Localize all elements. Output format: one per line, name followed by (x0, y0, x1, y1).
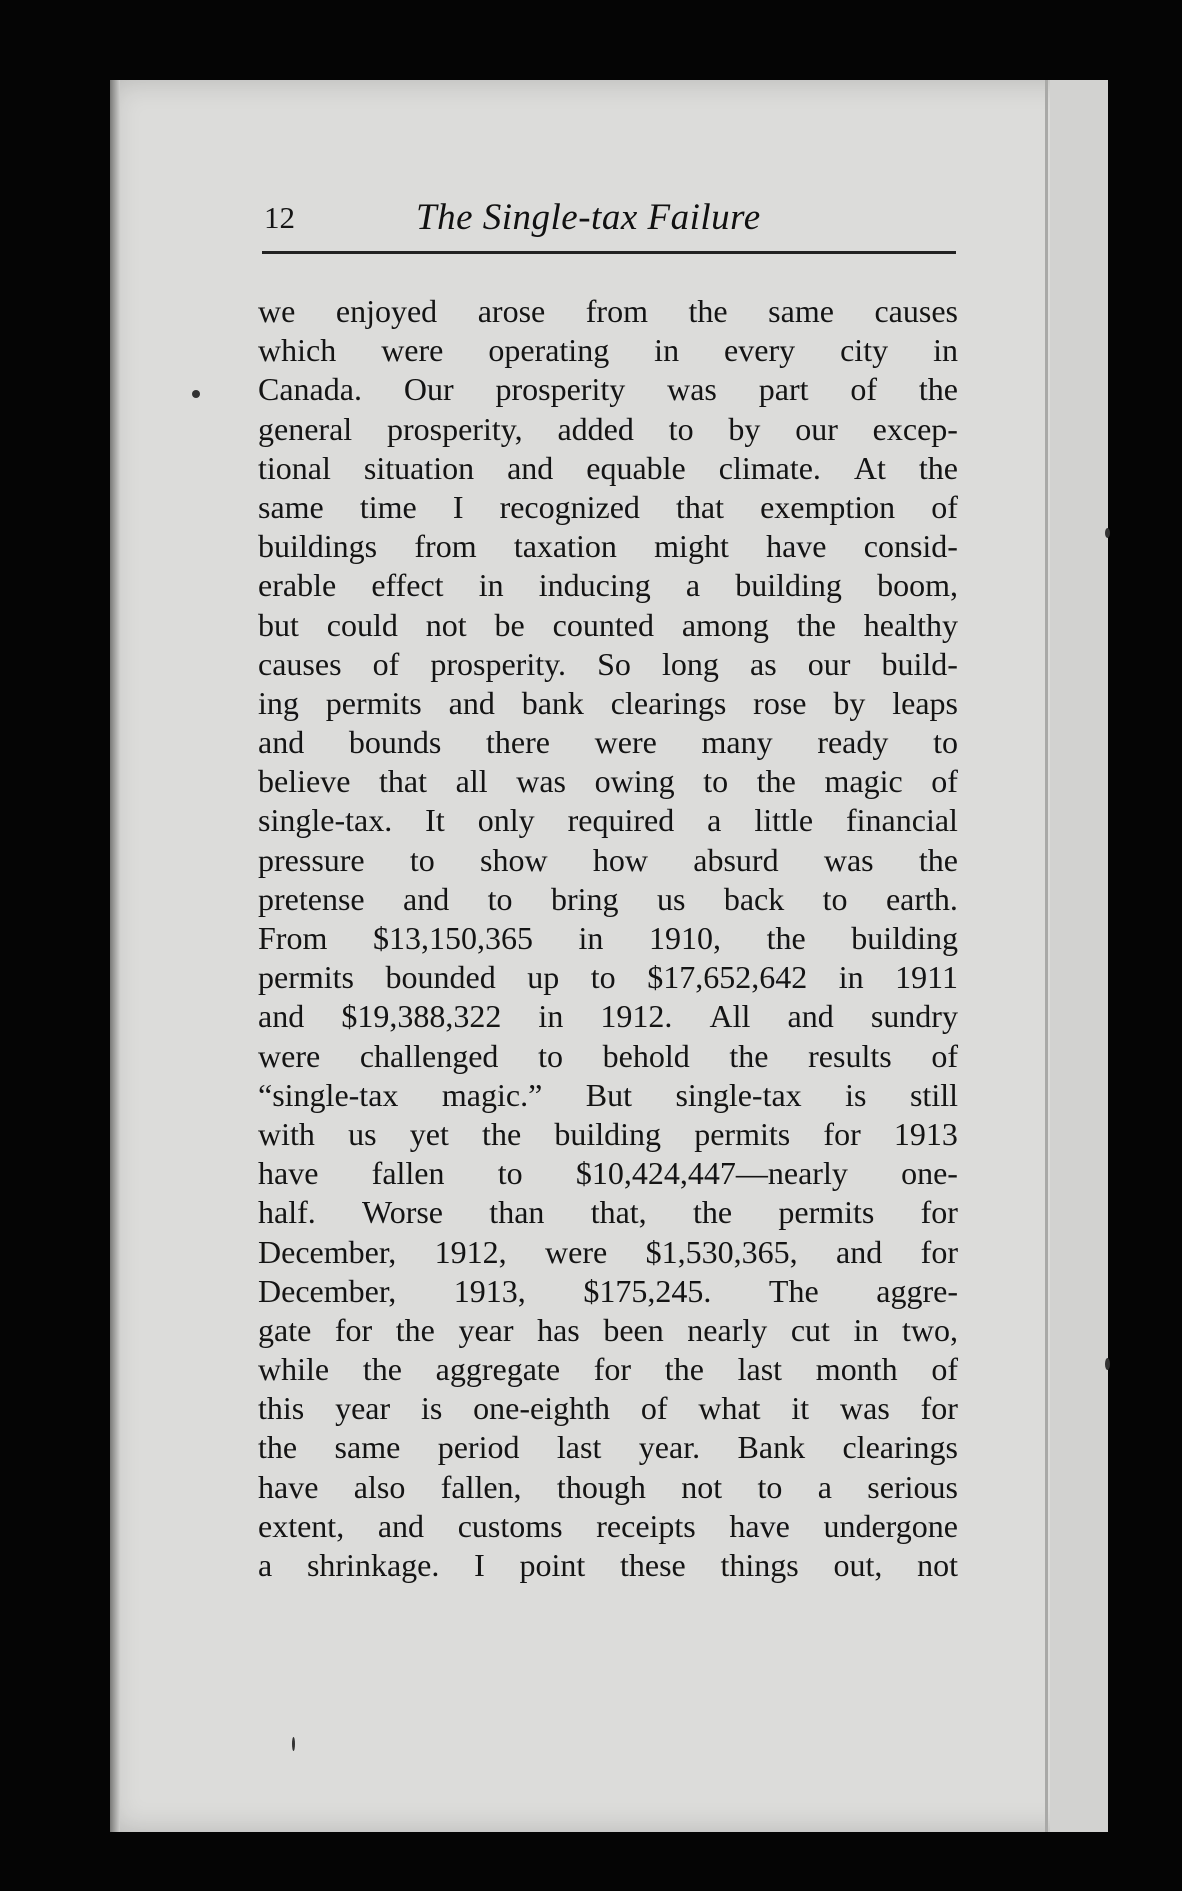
text-line: we enjoyed arose from the same causes (258, 293, 958, 329)
header-rule (262, 251, 956, 254)
text-line: believe that all was owing to the magic of (258, 763, 958, 800)
text-line: this year is one-eighth of what it was for (258, 1390, 958, 1427)
text-line: the same period last year. Bank clearings (258, 1429, 958, 1466)
text-line: ing permits and bank clearings rose by leaps (258, 684, 958, 721)
running-title: The Single-tax Failure (416, 197, 761, 238)
scan-speck (1105, 528, 1110, 538)
text-line: tional situation and equable climate. At the (258, 449, 958, 486)
text-line: December, 1913, $175,245. The aggre- (258, 1272, 958, 1309)
page-gutter (1045, 80, 1048, 1832)
text-line: general prosperity, added to by our excep- (258, 410, 958, 447)
text-line: a shrinkage. I point these things out, not (258, 1547, 958, 1583)
text-line: extent, and customs receipts have undergone (258, 1507, 958, 1544)
text-line: same time I recognized that exemption of (258, 488, 958, 525)
text-line: causes of prosperity. So long as our build- (258, 645, 958, 682)
text-line: which were operating in every city in (258, 332, 958, 369)
text-line: erable effect in inducing a building boom, (258, 567, 958, 604)
text-line: half. Worse than that, the permits for (258, 1194, 958, 1231)
scan-speck (292, 1737, 295, 1751)
page-number: 12 (264, 200, 295, 235)
page-left-edge (110, 80, 120, 1832)
text-line: buildings from taxation might have consid- (258, 528, 958, 565)
body-text (258, 292, 958, 1585)
adjacent-page-edge (1050, 80, 1108, 1832)
text-line: gate for the year has been nearly cut in two, (258, 1311, 958, 1348)
running-header (264, 196, 956, 252)
scan-speck (192, 390, 200, 398)
text-line: From $13,150,365 in 1910, the building (258, 920, 958, 956)
text-line: “single-tax magic.” But single-tax is still (258, 1076, 958, 1113)
text-line: pressure to show how absurd was the (258, 841, 958, 878)
text-line: permits bounded up to $17,652,642 in 1911 (258, 959, 958, 996)
text-line: with us yet the building permits for 1913 (258, 1115, 958, 1152)
scan-speck (1105, 1358, 1110, 1370)
text-line: have also fallen, though not to a serious (258, 1468, 958, 1505)
text-line: Canada. Our prosperity was part of the (258, 371, 958, 408)
text-line: were challenged to behold the results of (258, 1037, 958, 1074)
text-line: pretense and to bring us back to earth. (258, 880, 958, 917)
text-line: and $19,388,322 in 1912. All and sundry (258, 998, 958, 1035)
text-line: have fallen to $10,424,447—nearly one- (258, 1155, 958, 1192)
text-line: and bounds there were many ready to (258, 724, 958, 761)
text-line: but could not be counted among the healthy (258, 606, 958, 643)
text-line: December, 1912, were $1,530,365, and for (258, 1233, 958, 1270)
text-line: single-tax. It only required a little financial (258, 802, 958, 839)
text-line: while the aggregate for the last month of (258, 1351, 958, 1388)
